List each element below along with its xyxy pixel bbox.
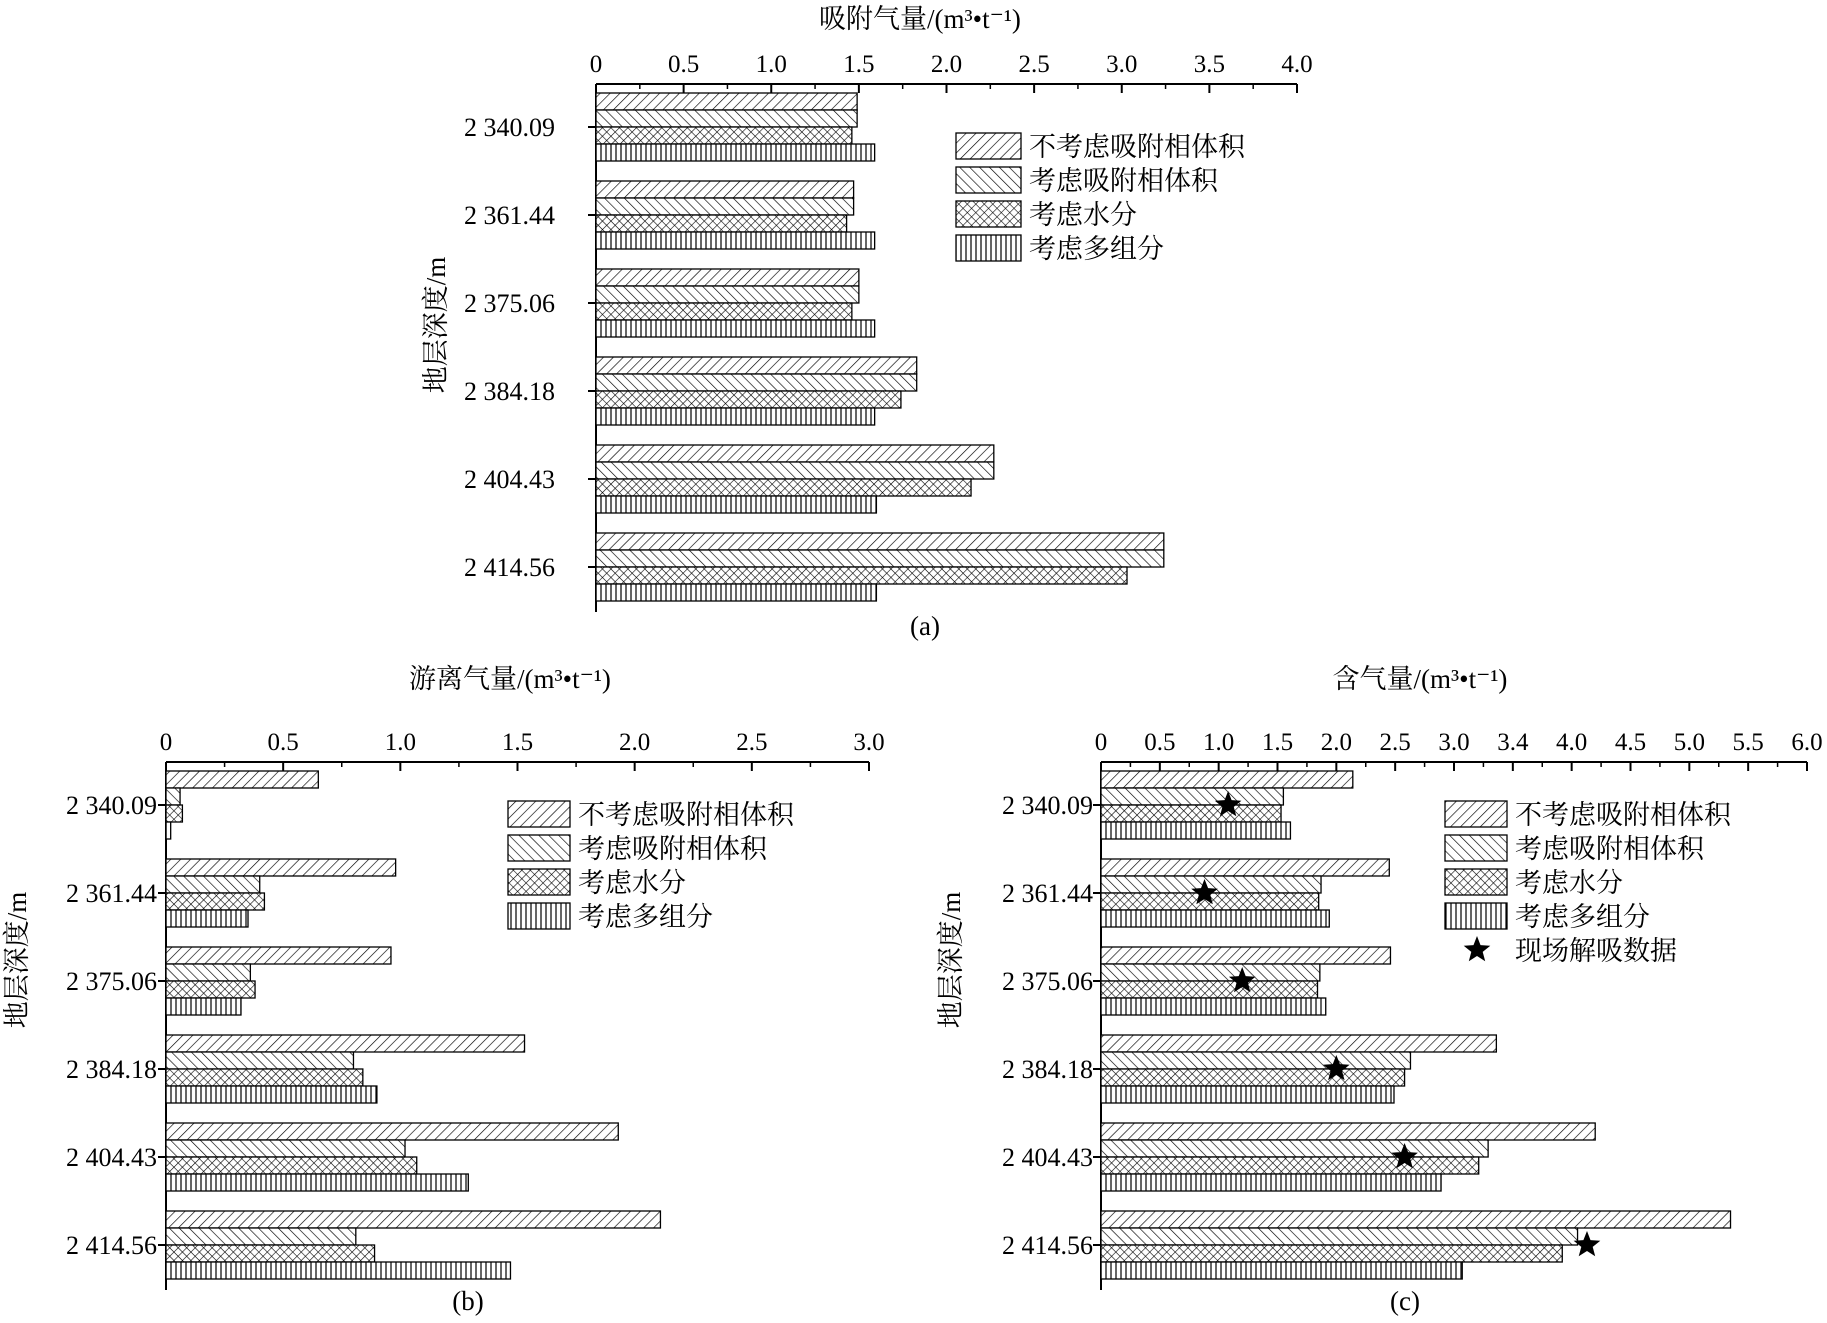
bar-cross: [166, 805, 182, 822]
bar-vertical: [166, 910, 248, 927]
bar-diag-left: [166, 964, 250, 981]
bar-diag-right: [596, 181, 854, 198]
panel-c-chart: [936, 664, 1823, 1316]
bar-diag-left: [596, 374, 917, 391]
bar-vertical: [166, 822, 171, 839]
panel-a-chart: [421, 4, 1313, 641]
x-tick-label: 1.0: [1203, 729, 1235, 756]
legend-label: 不考虑吸附相体积: [578, 800, 794, 830]
y-tick-label: 2 361.44: [66, 879, 157, 908]
bar-vertical: [166, 1086, 377, 1103]
x-tick-label: 1.5: [501, 729, 534, 756]
bar-vertical: [1101, 1174, 1441, 1191]
panel-label: (c): [1390, 1286, 1420, 1316]
x-tick-label: 2.0: [1320, 729, 1352, 756]
legend-swatch: [1445, 903, 1507, 929]
bar-cross: [596, 391, 901, 408]
x-tick-label: 4.0: [1556, 729, 1588, 756]
bar-diag-right: [166, 771, 318, 788]
x-tick-label: 5.5: [1732, 729, 1764, 756]
legend-swatch: [508, 835, 570, 861]
x-tick-label: 0: [159, 729, 173, 756]
legend-swatch: [956, 235, 1021, 261]
legend-label: 不考虑吸附相体积: [1515, 800, 1731, 830]
x-tick-label: 3.0: [1438, 729, 1470, 756]
bar-diag-left: [1101, 1052, 1410, 1069]
panel-label: (a): [910, 611, 940, 641]
bar-vertical: [1101, 1086, 1394, 1103]
bar-diag-right: [596, 269, 859, 286]
bar-diag-left: [596, 198, 854, 215]
legend-label: 考虑水分: [578, 868, 686, 898]
bar-diag-left: [596, 462, 994, 479]
legend-swatch: [956, 133, 1021, 159]
bar-cross: [596, 303, 852, 320]
bar-cross: [166, 893, 264, 910]
x-tick-label: 4.5: [1614, 729, 1647, 756]
bar-diag-left: [1101, 964, 1320, 981]
bar-vertical: [166, 1174, 468, 1191]
x-tick-label: 3.0: [853, 729, 885, 756]
bar-diag-left: [596, 110, 857, 127]
y-tick-label: 2 375.06: [464, 289, 555, 318]
x-axis-title: 游离气量/(m³•t⁻¹): [409, 664, 611, 694]
legend-swatch: [1445, 835, 1507, 861]
y-tick-label: 2 404.43: [1002, 1143, 1093, 1172]
bar-diag-left: [166, 1228, 356, 1245]
y-tick-label: 2 414.56: [66, 1231, 157, 1260]
legend-label: 考虑多组分: [1029, 234, 1164, 264]
x-tick-label: 4.0: [1281, 51, 1313, 78]
bar-cross: [1101, 981, 1318, 998]
legend-swatch: [508, 903, 570, 929]
bar-diag-right: [1101, 771, 1353, 788]
y-tick-label: 2 340.09: [66, 791, 157, 820]
bar-diag-right: [596, 357, 917, 374]
y-tick-label: 2 340.09: [464, 113, 555, 142]
x-tick-label: 1.0: [755, 51, 787, 78]
legend-label: 考虑多组分: [1515, 902, 1650, 932]
x-tick-label: 1.0: [384, 729, 416, 756]
bar-diag-left: [166, 788, 180, 805]
bar-vertical: [596, 144, 875, 161]
bar-diag-left: [166, 1052, 353, 1069]
bar-diag-left: [166, 1140, 405, 1157]
bar-diag-right: [596, 93, 857, 110]
x-tick-label: 3.5: [1193, 51, 1225, 78]
legend-swatch: [508, 801, 570, 827]
bar-cross: [166, 981, 255, 998]
legend-swatch: [956, 167, 1021, 193]
legend-swatch: [1445, 869, 1507, 895]
x-tick-label: 2.5: [736, 729, 768, 756]
bar-vertical: [596, 496, 876, 513]
bar-vertical: [596, 232, 875, 249]
legend-star-icon: [1464, 936, 1491, 961]
bar-vertical: [596, 584, 876, 601]
bar-cross: [596, 215, 847, 232]
y-tick-label: 2 375.06: [1002, 967, 1093, 996]
x-tick-label: 3.4: [1497, 729, 1529, 756]
bar-diag-right: [166, 1035, 525, 1052]
bar-diag-right: [1101, 947, 1390, 964]
x-tick-label: 2.5: [1018, 51, 1050, 78]
y-tick-label: 2 361.44: [464, 201, 555, 230]
bar-diag-left: [166, 876, 260, 893]
bar-vertical: [596, 320, 875, 337]
bar-diag-left: [596, 550, 1164, 567]
bar-cross: [596, 567, 1127, 584]
legend-label: 考虑吸附相体积: [1029, 166, 1218, 196]
bar-cross: [1101, 1069, 1405, 1086]
bar-diag-right: [166, 1211, 660, 1228]
y-tick-label: 2 414.56: [464, 553, 555, 582]
bar-diag-right: [596, 533, 1164, 550]
panel-label: (b): [452, 1286, 484, 1316]
y-axis-title: 地层深度/m: [936, 891, 966, 1029]
bar-cross: [166, 1069, 363, 1086]
bar-diag-right: [166, 947, 391, 964]
bar-vertical: [1101, 1262, 1462, 1279]
legend-label: 考虑多组分: [578, 902, 713, 932]
legend-label: 现场解吸数据: [1515, 936, 1677, 966]
bar-diag-left: [596, 286, 859, 303]
legend-label: 考虑吸附相体积: [578, 834, 767, 864]
x-tick-label: 1.5: [843, 51, 875, 78]
bar-vertical: [166, 998, 241, 1015]
bar-vertical: [596, 408, 875, 425]
bar-diag-left: [1101, 788, 1283, 805]
x-axis-title: 含气量/(m³•t⁻¹): [1332, 664, 1508, 694]
y-tick-label: 2 404.43: [66, 1143, 157, 1172]
x-tick-label: 0.5: [1144, 729, 1176, 756]
legend-swatch: [956, 201, 1021, 227]
bar-cross: [596, 127, 852, 144]
bar-vertical: [1101, 998, 1326, 1015]
x-tick-label: 6.0: [1791, 729, 1823, 756]
bar-diag-right: [1101, 1211, 1731, 1228]
y-tick-label: 2 384.18: [1002, 1055, 1093, 1084]
bar-cross: [166, 1245, 375, 1262]
y-tick-label: 2 414.56: [1002, 1231, 1093, 1260]
x-tick-label: 5.0: [1673, 729, 1705, 756]
x-tick-label: 1.5: [1261, 729, 1294, 756]
y-tick-label: 2 384.18: [464, 377, 555, 406]
x-axis-title: 吸附气量/(m³•t⁻¹): [819, 4, 1021, 34]
bar-diag-right: [1101, 1035, 1496, 1052]
legend-swatch: [508, 869, 570, 895]
y-tick-label: 2 384.18: [66, 1055, 157, 1084]
y-axis-title: 地层深度/m: [2, 891, 32, 1029]
y-tick-label: 2 361.44: [1002, 879, 1093, 908]
bar-diag-right: [166, 1123, 618, 1140]
x-tick-label: 3.0: [1106, 51, 1138, 78]
x-tick-label: 0.5: [668, 51, 700, 78]
legend-label: 不考虑吸附相体积: [1029, 132, 1245, 162]
legend-label: 考虑水分: [1515, 868, 1623, 898]
bar-diag-right: [1101, 1123, 1595, 1140]
bar-diag-right: [166, 859, 396, 876]
bar-diag-left: [1101, 1228, 1578, 1245]
legend-swatch: [1445, 801, 1507, 827]
x-tick-label: 2.0: [619, 729, 651, 756]
bar-cross: [166, 1157, 417, 1174]
x-tick-label: 2.0: [930, 51, 963, 78]
x-tick-label: 0.5: [267, 729, 299, 756]
bar-cross: [1101, 1157, 1479, 1174]
bar-vertical: [1101, 910, 1329, 927]
y-tick-label: 2 340.09: [1002, 791, 1093, 820]
x-tick-label: 0: [589, 51, 603, 78]
legend-label: 考虑水分: [1029, 200, 1137, 230]
x-tick-label: 0: [1094, 729, 1108, 756]
bar-cross: [1101, 805, 1281, 822]
bar-cross: [596, 479, 971, 496]
bar-cross: [1101, 1245, 1562, 1262]
y-axis-title: 地层深度/m: [421, 256, 451, 394]
legend-label: 考虑吸附相体积: [1515, 834, 1704, 864]
bar-vertical: [1101, 822, 1290, 839]
y-tick-label: 2 404.43: [464, 465, 555, 494]
x-tick-label: 2.5: [1379, 729, 1411, 756]
bar-diag-left: [1101, 1140, 1488, 1157]
bar-diag-right: [596, 445, 994, 462]
bar-vertical: [166, 1262, 510, 1279]
y-tick-label: 2 375.06: [66, 967, 157, 996]
bar-diag-right: [1101, 859, 1389, 876]
panel-b-chart: [2, 664, 885, 1316]
